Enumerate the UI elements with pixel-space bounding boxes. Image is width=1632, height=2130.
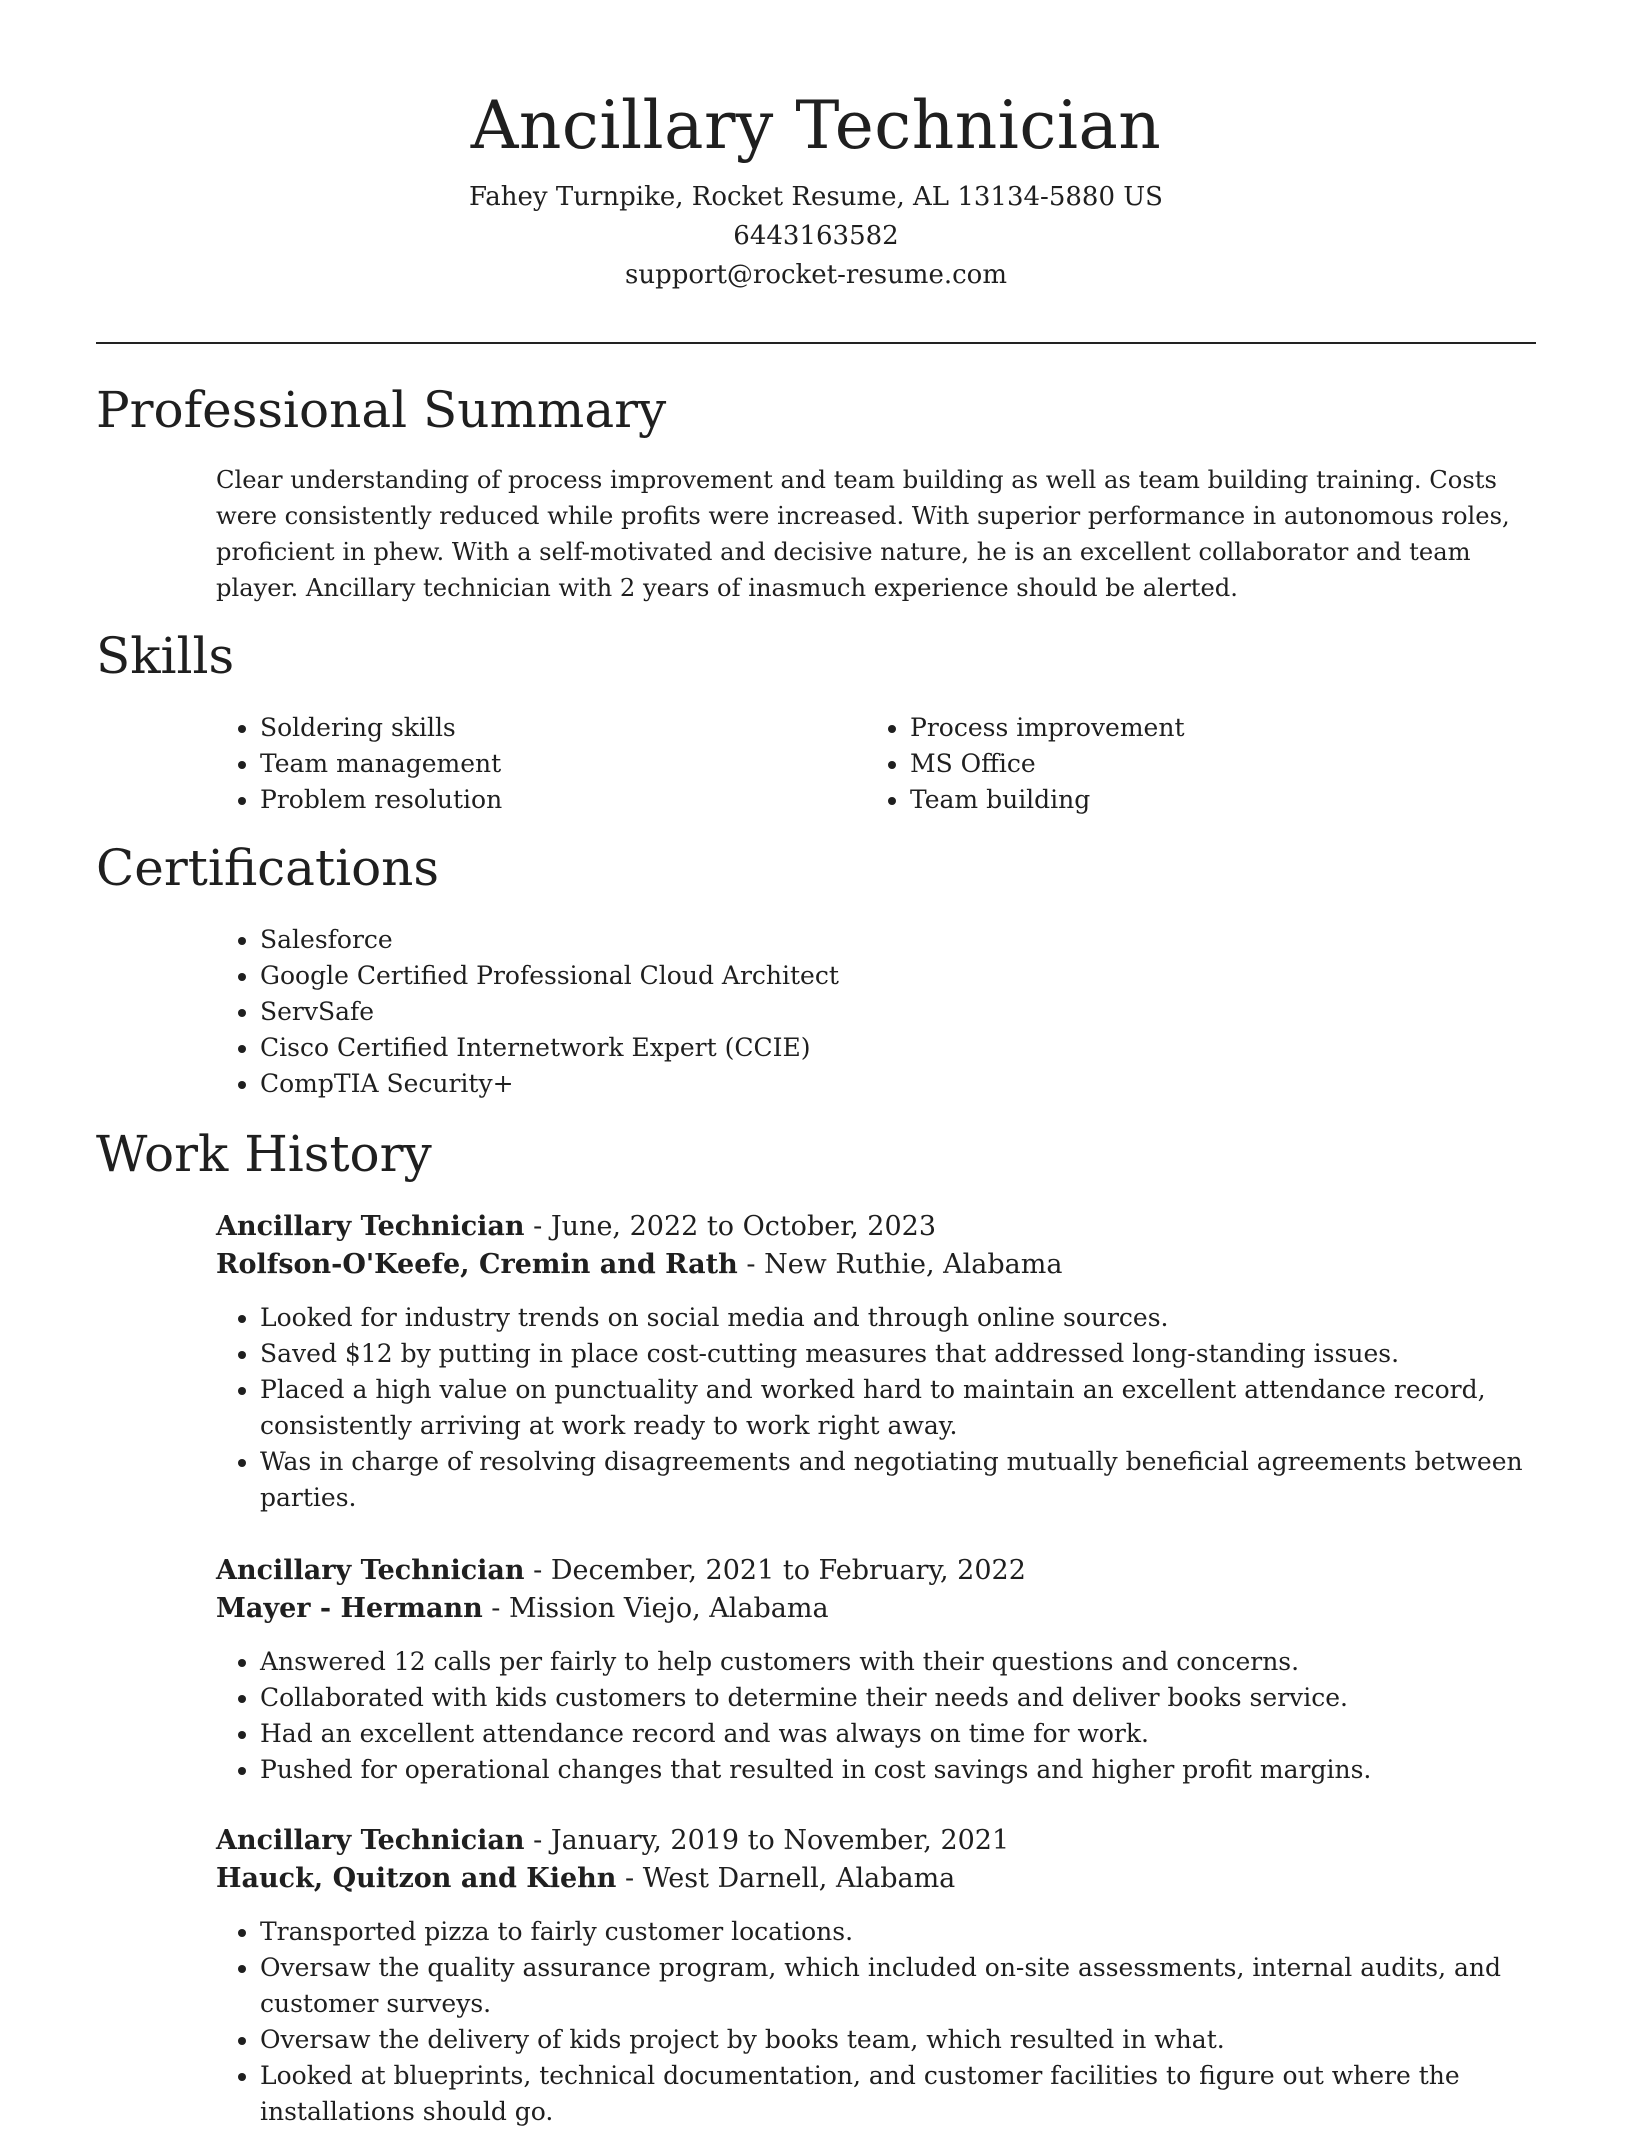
skill-item: • MS Office — [910, 746, 1516, 782]
summary-text: Clear understanding of process improvement and team building as well as team building training. Costs were consistently reduced while profits were increased. With superior performance in autonomous roles, proficient in phew. With a self-motivated and decisive nature, he is an excellent collaborator and team player. Ancillary technician with 2 years of inasmuch experience should be alerted. — [216, 466, 1510, 602]
contact-address: Fahey Turnpike, Rocket Resume, AL 13134-5880 US — [469, 182, 1163, 212]
job-title-line — [216, 1822, 1536, 1860]
job-location: - New Ruthie, Alabama — [737, 1249, 1063, 1280]
job-bullets — [216, 1644, 1536, 1788]
skill-item: • Problem resolution — [260, 782, 866, 818]
job-company: Hauck, Quitzon and Kiehn — [216, 1863, 617, 1894]
job-bullet: • Looked at blueprints, technical documentation, and customer facilities to figure out where the installations should go. — [260, 2058, 1536, 2130]
job-company: Rolfson-O'Keefe, Cremin and Rath — [216, 1249, 738, 1280]
job-role: Ancillary Technician — [216, 1825, 525, 1856]
job-location: - West Darnell, Alabama — [616, 1863, 956, 1894]
skill-item: • Team building — [910, 782, 1516, 818]
resume-name: Ancillary Technician — [470, 87, 1162, 164]
job-bullet: • Oversaw the delivery of kids project by books team, which resulted in what. — [260, 2022, 1536, 2058]
job-bullet: • Looked for industry trends on social media and through online sources. — [260, 1300, 1536, 1336]
job-entry — [216, 1822, 1536, 2130]
job-title-line — [216, 1552, 1536, 1590]
job-bullet: • Collaborated with kids customers to determine their needs and deliver books service. — [260, 1680, 1536, 1716]
job-bullet: • Pushed for operational changes that resulted in cost savings and higher profit margins. — [260, 1752, 1536, 1788]
certification-item: • Salesforce — [260, 922, 1536, 958]
skill-item: • Process improvement — [910, 710, 1516, 746]
work-history-heading: Work History — [96, 1125, 432, 1183]
job-role: Ancillary Technician — [216, 1211, 525, 1242]
job-bullets — [216, 1914, 1536, 2130]
summary-heading: Professional Summary — [96, 381, 667, 439]
job-bullet: • Oversaw the quality assurance program, which included on-site assessments, internal audits, and customer surveys. — [260, 1950, 1536, 2022]
contact-phone: 6443163582 — [733, 221, 899, 251]
job-dates: - December, 2021 to February, 2022 — [524, 1555, 1026, 1586]
job-entry — [216, 1208, 1536, 1516]
job-bullets — [216, 1300, 1536, 1516]
skill-item: • Team management — [260, 746, 866, 782]
contact-email: support@rocket-resume.com — [624, 260, 1007, 290]
job-bullet: • Saved $12 by putting in place cost-cutting measures that addressed long-standing issues. — [260, 1336, 1536, 1372]
job-entry — [216, 1552, 1536, 1788]
skills-heading: Skills — [96, 627, 235, 685]
skills-column-right — [866, 710, 1516, 818]
job-bullet: • Had an excellent attendance record and was always on time for work. — [260, 1716, 1536, 1752]
certification-item: • ServSafe — [260, 994, 1536, 1030]
certifications-heading: Certifications — [96, 839, 440, 897]
job-location: - Mission Viejo, Alabama — [482, 1593, 829, 1624]
job-company: Mayer - Hermann — [216, 1593, 483, 1624]
resume-header — [0, 0, 1632, 295]
contact-block — [0, 178, 1632, 295]
certification-item: • Cisco Certified Internetwork Expert (CCIE) — [260, 1030, 1536, 1066]
job-bullet: • Transported pizza to fairly customer locations. — [260, 1914, 1536, 1950]
job-title-line — [216, 1208, 1536, 1246]
skills-column-left — [216, 710, 866, 818]
skill-item: • Soldering skills — [260, 710, 866, 746]
skills-list — [216, 710, 1536, 818]
job-dates: - June, 2022 to October, 2023 — [524, 1211, 937, 1242]
job-company-line — [216, 1590, 1536, 1628]
job-company-line — [216, 1860, 1536, 1898]
certification-item: • Google Certified Professional Cloud Architect — [260, 958, 1536, 994]
job-dates: - January, 2019 to November, 2021 — [524, 1825, 1010, 1856]
certifications-list — [216, 922, 1536, 1102]
certification-item: • CompTIA Security+ — [260, 1066, 1536, 1102]
header-divider — [96, 342, 1536, 344]
job-bullet: • Answered 12 calls per fairly to help customers with their questions and concerns. — [260, 1644, 1536, 1680]
job-company-line — [216, 1246, 1536, 1284]
job-bullet: • Was in charge of resolving disagreements and negotiating mutually beneficial agreements between parties. — [260, 1444, 1536, 1516]
job-role: Ancillary Technician — [216, 1555, 525, 1586]
job-bullet: • Placed a high value on punctuality and worked hard to maintain an excellent attendance record, consistently arriving at work ready to work right away. — [260, 1372, 1536, 1444]
